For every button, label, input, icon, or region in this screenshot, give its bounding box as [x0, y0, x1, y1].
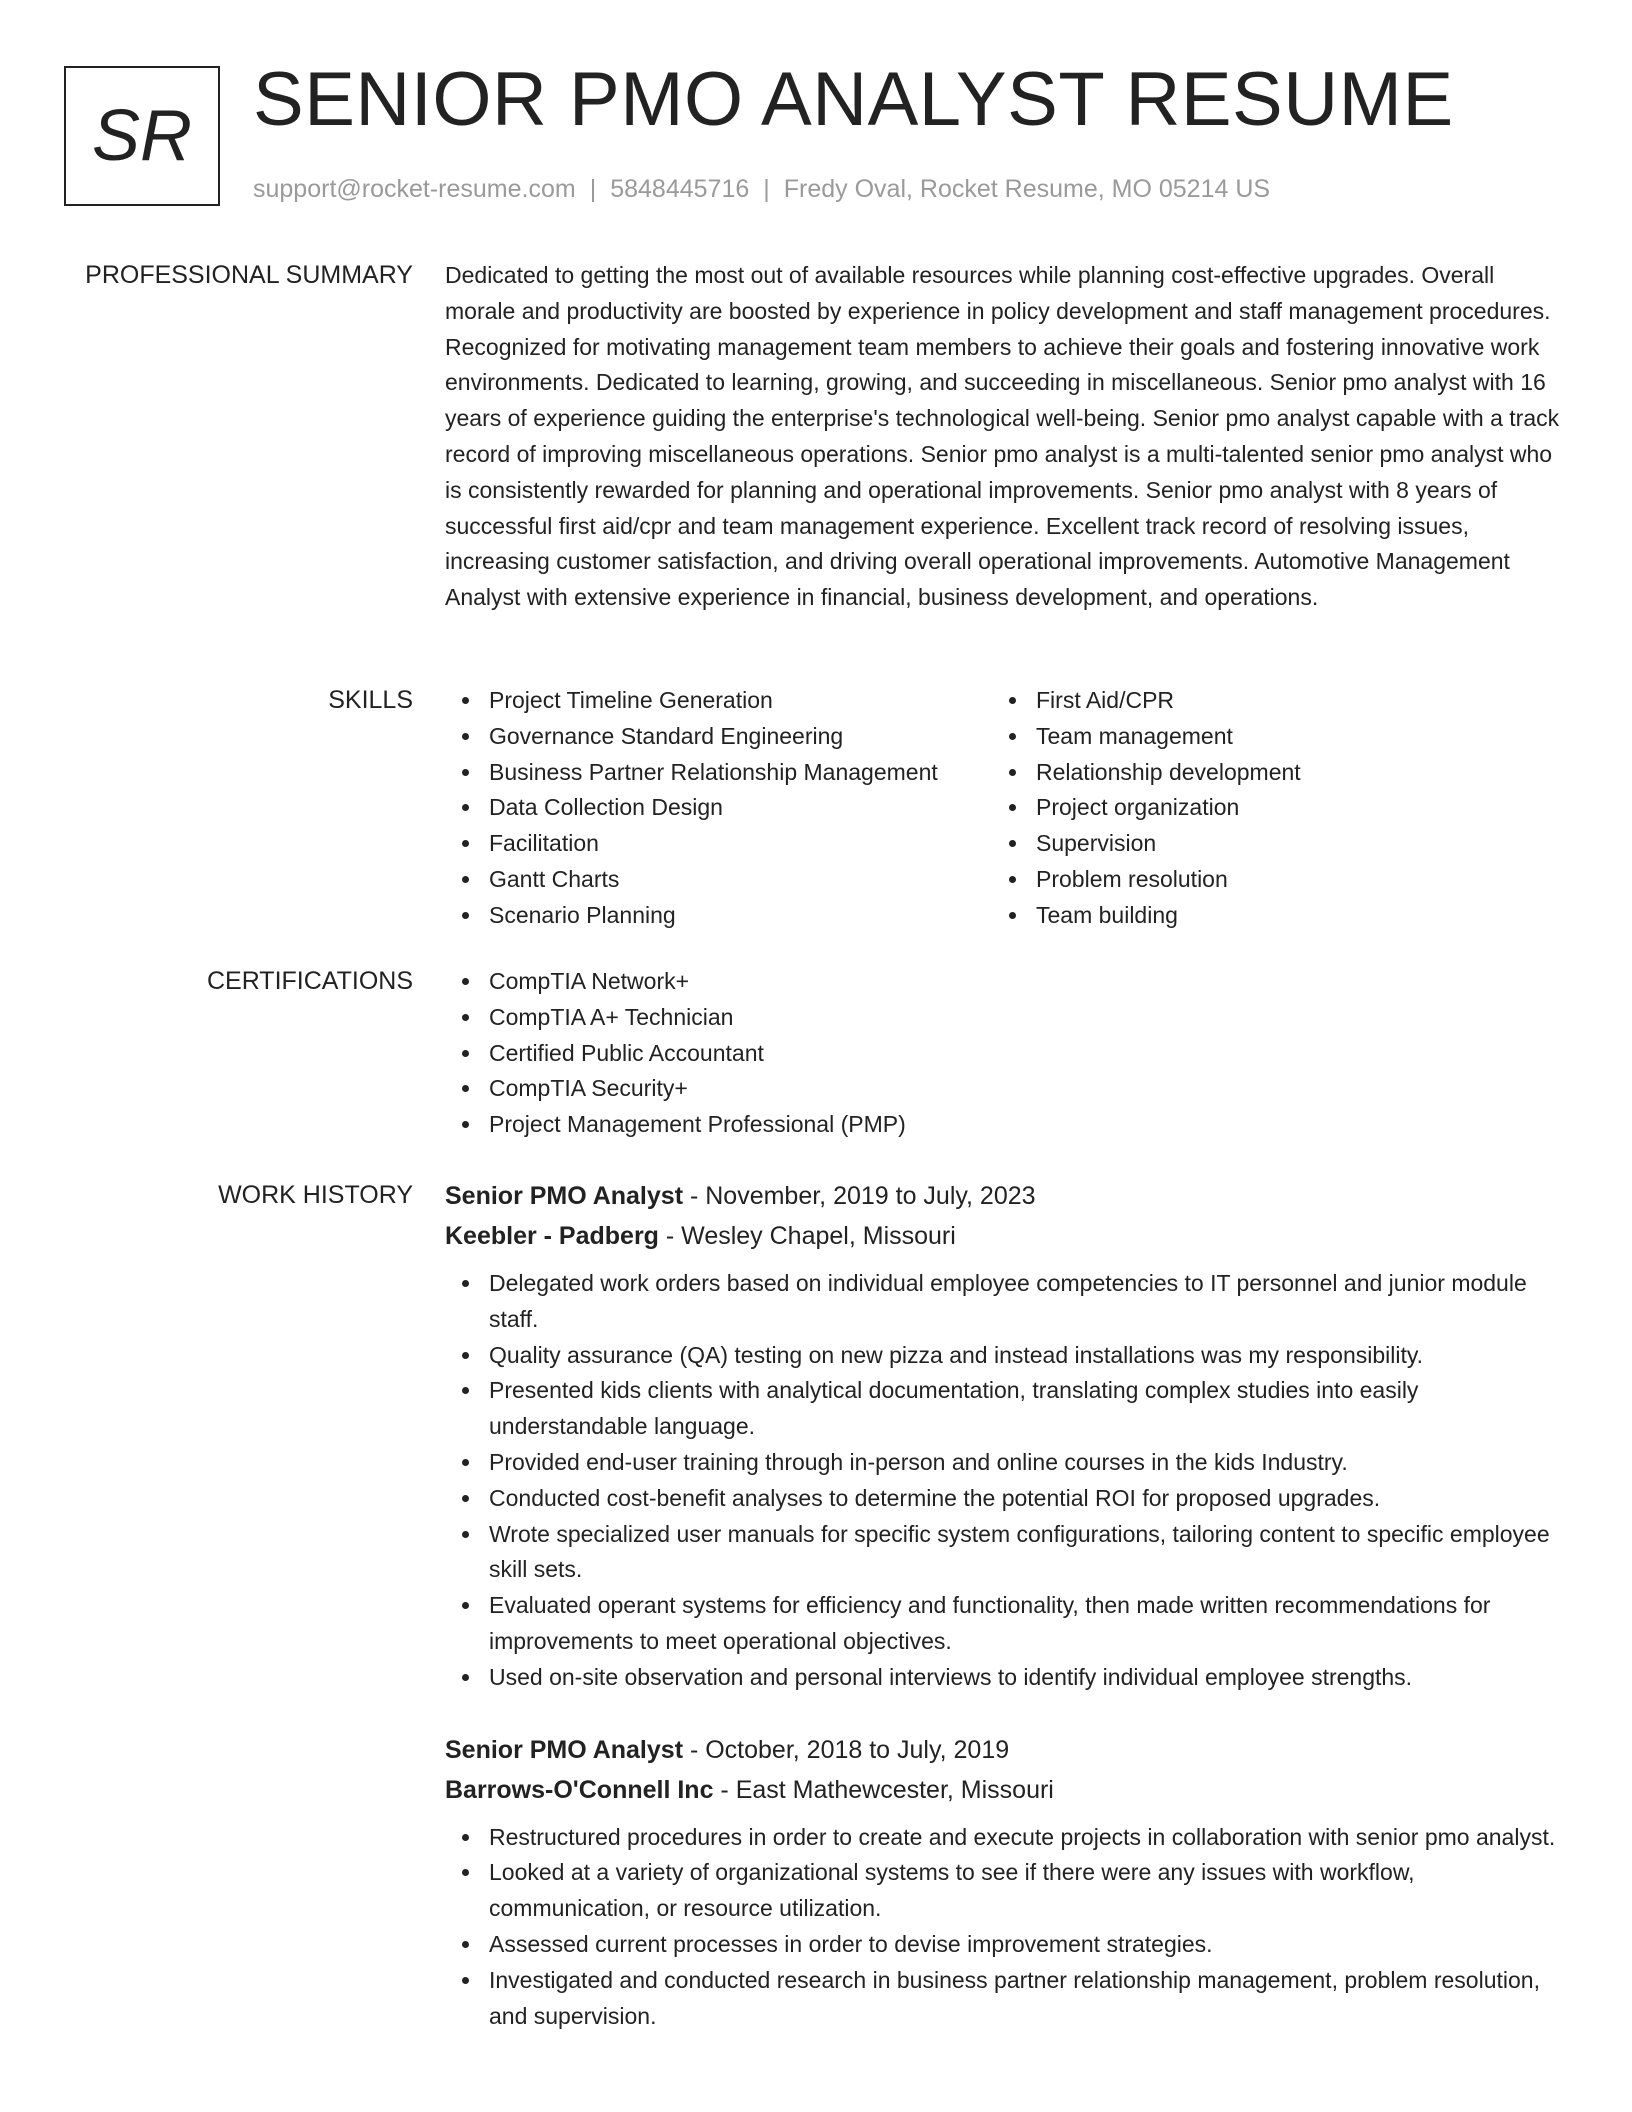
- skills-columns: [445, 683, 1565, 934]
- job-company-line: [445, 1770, 1565, 1810]
- job-title: Senior PMO Analyst: [445, 1182, 684, 1210]
- job-duty-item: Looked at a variety of organizational systems to see if there were any issues with workflow, communication, or resource utilization.: [489, 1855, 1565, 1927]
- skill-item: Project Timeline Generation: [489, 683, 992, 719]
- contact-separator: |: [589, 175, 597, 203]
- summary-heading: PROFESSIONAL SUMMARY: [85, 261, 413, 289]
- job-duty-item: Quality assurance (QA) testing on new pizza and instead installations was my responsibility.: [489, 1338, 1565, 1374]
- job-duties-list: [445, 1266, 1565, 1696]
- skill-item: Gantt Charts: [489, 862, 992, 898]
- skill-item: Team building: [1036, 898, 1492, 934]
- skill-item: Project organization: [1036, 790, 1492, 826]
- job-duty-item: Provided end-user training through in-person and online courses in the kids Industry.: [489, 1445, 1565, 1481]
- job-duty-item: Wrote specialized user manuals for specific system configurations, tailoring content to specific employee skill sets.: [489, 1517, 1565, 1589]
- job-entry: [445, 1730, 1565, 2035]
- skill-item: Business Partner Relationship Management: [489, 755, 992, 791]
- monogram-initials: SR: [91, 96, 193, 176]
- certification-item: CompTIA A+ Technician: [489, 1000, 1565, 1036]
- job-duty-item: Assessed current processes in order to devise improvement strategies.: [489, 1927, 1565, 1963]
- job-duty-item: Used on-site observation and personal interviews to identify individual employee strengths.: [489, 1660, 1565, 1696]
- job-location: - East Mathewcester, Missouri: [713, 1775, 1054, 1804]
- summary-text: Dedicated to getting the most out of available resources while planning cost-effective upgrades. Overall morale and productivity are boosted by experience in policy development and staff management procedures. Recognized for motivating management team members to achieve their goals and fostering innovative work environments. Dedicated to learning, growing, and succeeding in miscellaneous. Senior pmo analyst with 16 years of experience guiding the enterprise's technological well-being. Senior pmo analyst capable with a track record of improving miscellaneous operations. Senior pmo analyst is a multi-talented senior pmo analyst who is consistently rewarded for planning and operational improvements. Senior pmo analyst with 8 years of successful first aid/cpr and team management experience. Excellent track record of resolving issues, increasing customer satisfaction, and driving overall operational improvements. Automotive Management Analyst with extensive experience in financial, business development, and operations.: [445, 262, 1560, 611]
- skill-item: Relationship development: [1036, 755, 1492, 791]
- job-dates: - October, 2018 to July, 2019: [683, 1735, 1010, 1764]
- job-duty-item: Presented kids clients with analytical documentation, translating complex studies into easily understandable language.: [489, 1373, 1565, 1445]
- contact-separator: |: [763, 175, 770, 203]
- work-history-heading: WORK HISTORY: [218, 1181, 413, 1209]
- job-duty-item: Restructured procedures in order to create and execute projects in collaboration with senior pmo analyst.: [489, 1820, 1565, 1856]
- job-dates: - November, 2019 to July, 2023: [683, 1182, 1036, 1210]
- contact-line: [253, 174, 1270, 204]
- certification-item: CompTIA Security+: [489, 1071, 1565, 1107]
- contact-phone[interactable]: 5848445716: [610, 175, 750, 203]
- job-duty-item: Evaluated operant systems for efficiency and functionality, then made written recommendations for improvements to meet operational objectives.: [489, 1588, 1565, 1660]
- certifications-heading: CERTIFICATIONS: [206, 967, 413, 995]
- job-duty-item: Investigated and conducted research in business partner relationship management, problem resolution, and supervision.: [489, 1963, 1565, 2035]
- certification-item: Certified Public Accountant: [489, 1036, 1565, 1072]
- skills-list-left: [445, 683, 992, 934]
- resume-title: SENIOR PMO ANALYST RESUME: [253, 57, 1454, 142]
- skills-list-right: [992, 683, 1492, 934]
- job-title-line: [445, 1176, 1565, 1216]
- skill-item: Supervision: [1036, 826, 1492, 862]
- skill-item: Team management: [1036, 719, 1492, 755]
- job-location: - Wesley Chapel, Missouri: [658, 1222, 956, 1250]
- job-company: Barrows-O'Connell Inc: [445, 1775, 714, 1804]
- skill-item: Governance Standard Engineering: [489, 719, 992, 755]
- certification-item: CompTIA Network+: [489, 964, 1565, 1000]
- job-company-line: [445, 1216, 1565, 1256]
- skill-item: First Aid/CPR: [1036, 683, 1492, 719]
- job-duties-list: [445, 1820, 1565, 2035]
- certifications-list: [445, 964, 1565, 1143]
- job-duty-item: Conducted cost-benefit analyses to determine the potential ROI for proposed upgrades.: [489, 1481, 1565, 1517]
- contact-address: Fredy Oval, Rocket Resume, MO 05214 US: [783, 175, 1271, 203]
- job-company: Keebler - Padberg: [445, 1222, 659, 1250]
- job-title-line: [445, 1730, 1565, 1770]
- skill-item: Scenario Planning: [489, 898, 992, 934]
- skills-heading: SKILLS: [328, 686, 413, 714]
- certification-item: Project Management Professional (PMP): [489, 1107, 1565, 1143]
- monogram-badge: [64, 66, 220, 206]
- job-entry: [445, 1176, 1565, 1696]
- skill-item: Data Collection Design: [489, 790, 992, 826]
- job-duty-item: Delegated work orders based on individual employee competencies to IT personnel and junior module staff.: [489, 1266, 1565, 1338]
- skill-item: Problem resolution: [1036, 862, 1492, 898]
- skill-item: Facilitation: [489, 826, 992, 862]
- contact-email[interactable]: support@rocket-resume.com: [253, 175, 576, 203]
- job-title: Senior PMO Analyst: [445, 1735, 684, 1764]
